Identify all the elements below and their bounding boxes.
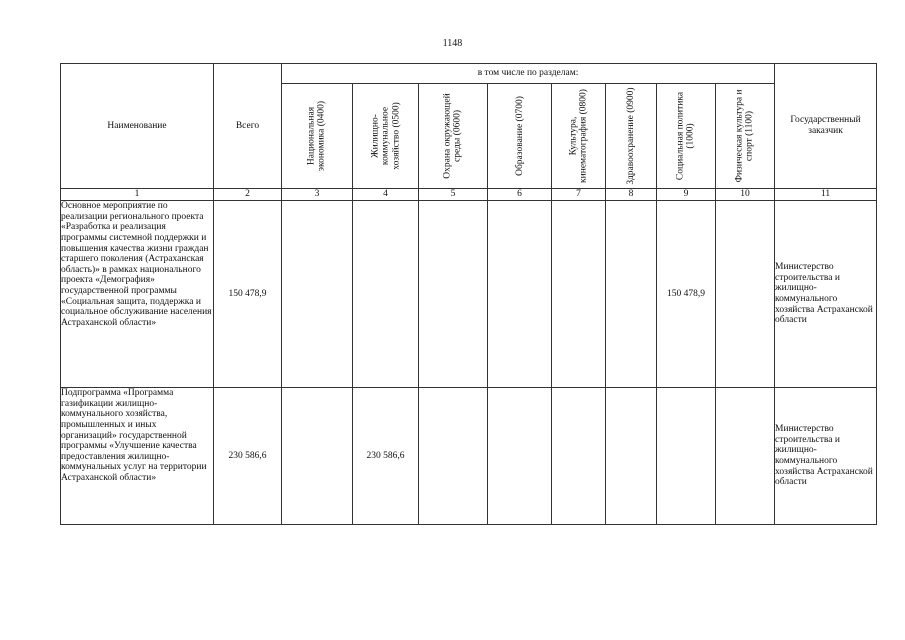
column-number: 3 (282, 189, 353, 201)
column-number: 1 (61, 189, 214, 201)
column-number: 11 (775, 189, 877, 201)
column-number: 9 (657, 189, 716, 201)
column-number: 5 (419, 189, 488, 201)
header-name: Наименование (61, 64, 214, 189)
row-value-1000: 150 478,9 (657, 201, 716, 388)
row-value-0600 (419, 201, 488, 388)
row-value-1100 (716, 388, 775, 525)
column-number-row (61, 189, 877, 201)
header-section-0700: Образование (0700) (488, 84, 552, 189)
row-value-0500: 230 586,6 (353, 388, 419, 525)
row-value-0700 (488, 201, 552, 388)
row-value-0700 (488, 388, 552, 525)
column-number: 6 (488, 189, 552, 201)
column-number: 10 (716, 189, 775, 201)
row-value-0800 (552, 201, 606, 388)
row-value-0500 (353, 201, 419, 388)
row-name: Подпрограмма «Программа газификации жилищно-коммунального хозяйства, промышленных и иных организаций» государственной программы «Улучшение качества предоставления жилищно-коммунальных услуг на территории Астраханской области» (61, 388, 214, 525)
header-section-group: в том числе по разделам: (282, 64, 775, 84)
column-number: 7 (552, 189, 606, 201)
row-customer: Министерство строительства и жилищно-коммунального хозяйства Астраханской области (775, 201, 877, 388)
header-section-0400: Национальная экономика (0400) (282, 84, 353, 189)
row-total: 150 478,9 (214, 201, 282, 388)
header-section-1100: Физическая культура и спорт (1100) (716, 84, 775, 189)
row-value-0600 (419, 388, 488, 525)
row-name: Основное мероприятие по реализации регионального проекта «Разработка и реализация программы системной поддержки и повышения качества жизни граждан старшего поколения (Астраханская область)» в рамках национального проекта «Демография» государственной программы «Социальная защита, поддержка и социальное обслуживание населения Астраханской области» (61, 201, 214, 388)
header-total: Всего (214, 64, 282, 189)
header-section-0900: Здравоохранение (0900) (606, 84, 657, 189)
column-number: 8 (606, 189, 657, 201)
row-value-1000 (657, 388, 716, 525)
row-value-0800 (552, 388, 606, 525)
table-row (61, 201, 877, 388)
header-customer: Государственный заказчик (775, 64, 877, 189)
page-number: 1148 (442, 38, 463, 49)
row-customer: Министерство строительства и жилищно-коммунального хозяйства Астраханской области (775, 388, 877, 525)
budget-table (60, 63, 877, 525)
header-section-1000: Социальная политика (1000) (657, 84, 716, 189)
row-value-1100 (716, 201, 775, 388)
row-value-0900 (606, 388, 657, 525)
column-number: 2 (214, 189, 282, 201)
row-total: 230 586,6 (214, 388, 282, 525)
table-row (61, 388, 877, 525)
column-number: 4 (353, 189, 419, 201)
row-value-0400 (282, 201, 353, 388)
row-value-0400 (282, 388, 353, 525)
row-value-0900 (606, 201, 657, 388)
header-section-0600: Охрана окружающей среды (0600) (419, 84, 488, 189)
header-section-0500: Жилищно-коммунальное хозяйство (0500) (353, 84, 419, 189)
header-section-0800: Культура, кинематография (0800) (552, 84, 606, 189)
